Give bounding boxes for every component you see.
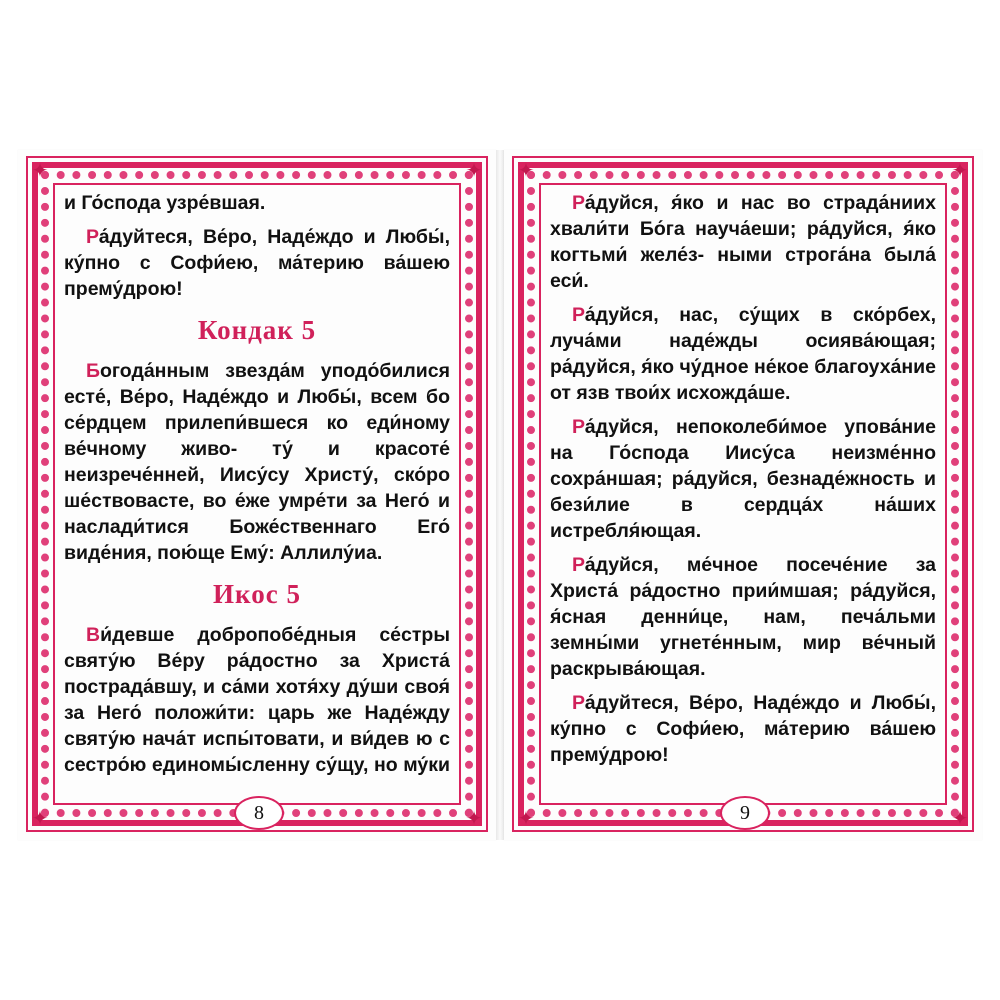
paragraph: Богода́нным звезда́м уподо́билися есте́, Ве́ро, Наде́ждо и Любы́, всем бо се́рдцем прилепи́вшеся ко еди́ному ве́чному живо- ту́ и красоте́ неизрече́нней, Иису́су Христу́, ско́ро ше́ствовасте, во е́же умре́ти за Него́ и наслади́тися Боже́ственнаго Его́ виде́ния, пою́ще Ему́: Аллилу́иа. — [64, 360, 450, 564]
initial-letter: Р — [572, 192, 585, 214]
right-page — [504, 150, 982, 840]
paragraph: Ра́дуйтеся, Ве́ро, Наде́ждо и Любы́, ку́пно с Софи́ею, ма́терию ва́шею прему́дрою! — [64, 226, 450, 300]
initial-letter: В — [86, 624, 101, 646]
book-spine — [496, 150, 504, 840]
section-heading-kondak-5: Кондак 5 — [197, 315, 317, 345]
initial-letter: Б — [86, 360, 101, 382]
initial-letter: Р — [572, 304, 585, 326]
page-number: 9 — [720, 796, 770, 830]
right-page-text — [550, 190, 936, 778]
paragraph: Ра́дуйся, ме́чное посече́ние за Христа́ ра́достно прии́мшая; ра́дуйся, я́сная денни́це, нам, печа́льми земны́ми угнете́нным, мир ве́чный раскрыва́ющая. — [550, 554, 936, 680]
corner-ornament-icon: ✦ — [465, 806, 483, 830]
section-heading-ikos-5: Икос 5 — [213, 579, 301, 609]
page-number: 8 — [234, 796, 284, 830]
corner-ornament-icon: ✦ — [517, 806, 535, 830]
initial-letter: Р — [572, 554, 585, 576]
paragraph: Ра́дуйся, непоколеби́мое упова́ние на Го́спода Иису́са неизме́нно сохра́ншая; ра́дуйся, безнаде́жность и бези́лие в сердца́х на́ших истребля́ющая. — [550, 416, 936, 542]
initial-letter: Р — [86, 226, 99, 248]
corner-ornament-icon: ✦ — [31, 806, 49, 830]
paragraph: Ра́дуйся, нас, су́щих в ско́рбех, луча́ми наде́жды осиява́ющая; ра́дуйся, я́ко чу́дное не́кое благоуха́ние от язв твои́х исхожда́ше. — [550, 304, 936, 404]
corner-ornament-icon: ✦ — [951, 806, 969, 830]
initial-letter: Р — [572, 416, 585, 438]
paragraph: Ра́дуйтеся, Ве́ро, Наде́ждо и Любы́, ку́пно с Софи́ею, ма́терию ва́шею прему́дрою! — [550, 692, 936, 766]
corner-ornament-icon: ✦ — [465, 158, 483, 182]
corner-ornament-icon: ✦ — [951, 158, 969, 182]
paragraph: и Го́спода узре́вшая. — [64, 192, 266, 214]
left-page — [18, 150, 496, 840]
initial-letter: Р — [572, 692, 585, 714]
paragraph: Ра́дуйся, я́ко и нас во страда́ниих хвали́ти Бо́га науча́еши; ра́дуйся, я́ко когтьми́ желе́з- ными строга́на была́ еси́. — [550, 192, 936, 292]
corner-ornament-icon: ✦ — [31, 158, 49, 182]
corner-ornament-icon: ✦ — [517, 158, 535, 182]
left-page-text — [64, 190, 450, 778]
paragraph: Ви́девше добропобе́дныя се́стры святу́ю Ве́ру ра́достно за Христа́ пострада́вшу, и са́ми хотя́ху ду́ши своя́ за Него́ положи́ти: царь же Наде́жду святу́ю нача́т испы́товати, и ви́дев ю с сестро́ю единомы́сленну су́щу, но му́ки — [64, 624, 450, 776]
